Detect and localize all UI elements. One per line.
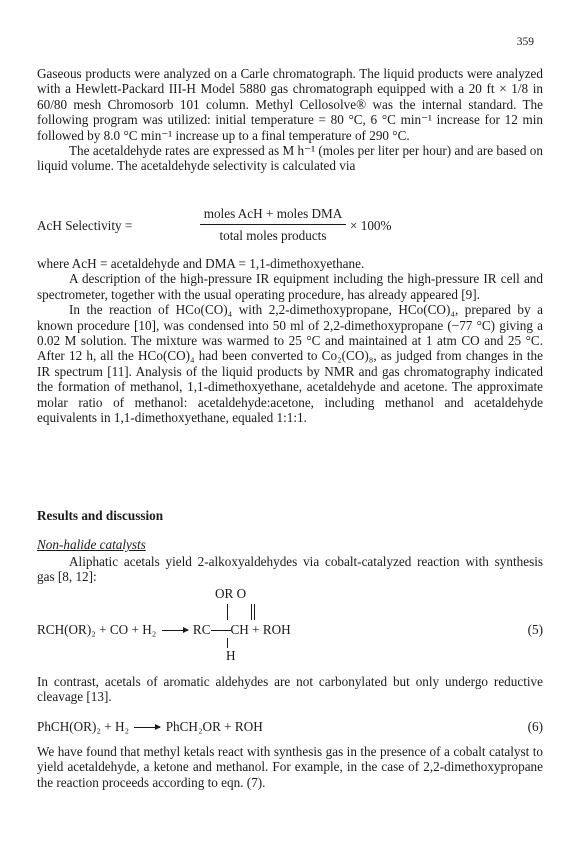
fraction-bar [200,224,346,225]
formula-lhs: AcH Selectivity = [37,218,133,233]
formula-suffix: × 100% [350,218,392,233]
subsection-heading: Non-halide catalysts [37,537,146,552]
formula-fraction [200,206,346,244]
selectivity-formula [37,206,543,250]
eq5-bond-h [227,638,228,648]
formula-numerator: moles AcH + moles DMA [203,206,343,221]
eq5-bond-or [227,604,228,620]
paragraph-reaction: In the reaction of HCo(CO)₄ with 2,2-dimethoxypropane, HCo(CO)₄, prepared by a known procedure [10], was condensed into 50 ml of 2,2-dimethoxypropane (−77 °C) giving a 0.02 M solution. The mixture was warmed to 25 °C and maintained at 1 atm CO and 25 °C. After 12 h, all the HCo(CO)₄ had been converted to Co₂(CO)₈, as judged from changes in the IR spectrum [11]. Analysis of the liquid products by NMR and gas chromatography indicated the formation of methanol, 1,1-dimethoxyethane, acetaldehyde and acetone. The approximate molar ratio of methanol: acetaldehyde:acetone, including methanol and acetaldehyde equivalents in 1,1-dimethoxyethane, equaled 1:1:1. [37,302,543,426]
eq5-hydrogen: H [226,648,236,663]
paragraph-aromatic-acetals: In contrast, acetals of aromatic aldehydes are not carbonylated but only undergo reductive cleavage [13]. [37,674,543,705]
paragraph-ir-equipment: A description of the high-pressure IR equipment including the high-pressure IR cell and spectrometer, together with the usual operating procedure, has already appeared [9]. [37,271,543,302]
equation-6 [37,719,543,735]
reaction-arrow [162,630,188,631]
methyl-ketals-text [37,744,543,790]
eq5-product-left: RC [192,622,211,637]
paragraph-acetaldehyde-rates: The acetaldehyde rates are expressed as M h⁻¹ (moles per liter per hour) and are based on liquid volume. The acetaldehyde selectivity is calculated via [37,143,543,174]
eq5-line [37,622,291,638]
procedure-section [37,256,543,425]
paragraph-aliphatic-acetals: Aliphatic acetals yield 2-alkoxyaldehydes via cobalt-catalyzed reaction with synthesis gas [8, 12]: [37,554,543,585]
equation-5 [37,586,543,664]
paragraph-methyl-ketals: We have found that methyl ketals react with synthesis gas in the presence of a cobalt catalyst to yield acetaldehyde, a ketone and methanol. For example, in the case of 2,2-dimethoxypropane the reaction proceeds according to eqn. (7). [37,744,543,790]
equation-number-5: (5) [527,622,543,637]
methods-section [37,66,543,174]
eq5-product-right: CH + ROH [230,622,291,637]
eq5-bond [211,630,231,631]
aliphatic-acetals-text [37,554,543,585]
eq5-reactants: RCH(OR)₂ + CO + H₂ [37,622,157,637]
paragraph-definitions: where AcH = acetaldehyde and DMA = 1,1-dimethoxyethane. [37,256,365,271]
eq5-bond-o-1 [251,604,252,620]
page-number: 359 [516,36,534,48]
eq6-reactants: PhCH(OR)₂ + H₂ [37,719,130,734]
aromatic-acetals-text [37,674,543,705]
eq5-substituents: OR O [215,586,247,601]
reaction-arrow [134,727,160,728]
eq5-bond-o-2 [254,604,255,620]
formula-denominator: total moles products [219,228,327,243]
section-heading: Results and discussion [37,508,164,523]
eq6-products: PhCH₂OR + ROH [165,719,263,734]
equation-number-6: (6) [527,719,543,734]
paragraph-chromatography: Gaseous products were analyzed on a Carle chromatograph. The liquid products were analyzed with a Hewlett-Packard III-H Model 5880 gas chromatograph equipped with a 20 ft × 1/8 in 60/80 mesh Chromosorb 101 column. Methyl Cellosolve® was the internal standard. The following program was utilized: initial temperature = 80 °C, 6 °C min⁻¹ increase for 12 min followed by 8.0 °C min⁻¹ increase up to a final temperature of 290 °C. [37,66,543,143]
